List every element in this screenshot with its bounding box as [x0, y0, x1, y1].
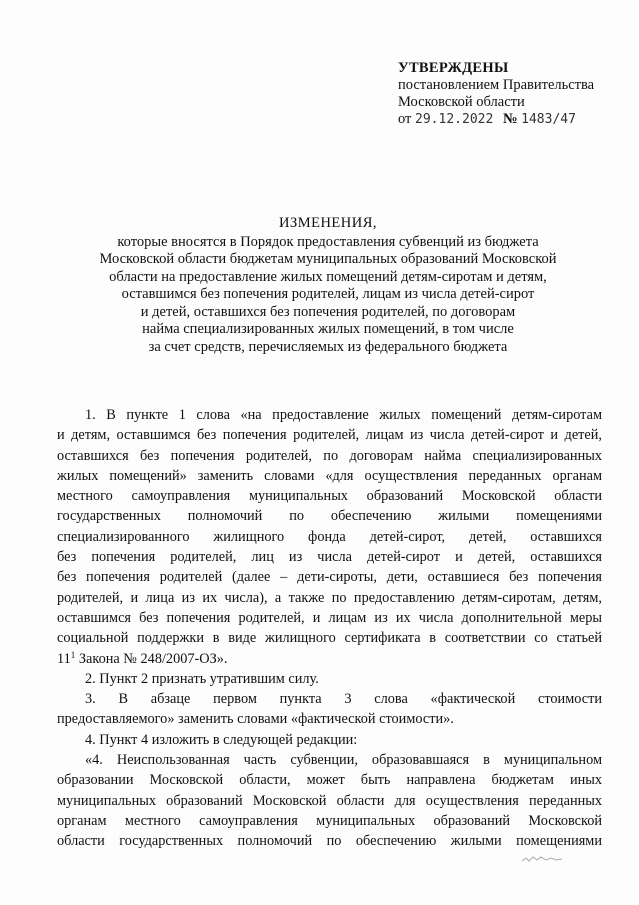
paragraph-line: родителей, и лица из их числа), а также по предоставлению детям-сиротам, детям,: [57, 589, 602, 606]
approval-line-1: постановлением Правительства: [398, 77, 595, 93]
paragraph-line: области государственных полномочий по обеспечению жилыми помещениями: [57, 833, 602, 850]
title-line: и детей, оставшихся без попечения родителей, по договорам: [140, 303, 516, 320]
paragraph-line: оставшимся без попечения родителей, и лицам из их числа дополнительной меры: [57, 609, 602, 626]
article-number: 11: [57, 650, 71, 667]
paragraph-line: оставшихся без попечения родителей, по договорам найма специализированных: [57, 447, 602, 464]
approval-number: 1483/47: [521, 112, 576, 127]
law-reference: Закона № 248/2007-ОЗ».: [75, 650, 228, 667]
approval-heading: УТВЕРЖДЕНЫ: [398, 60, 509, 76]
approval-date-line: [398, 111, 628, 128]
approval-block: [398, 60, 628, 128]
scan-mark: [520, 852, 570, 866]
paragraph-line: 1. В пункте 1 слова «на предоставление жилых помещений детям-сиротам: [85, 407, 602, 423]
paragraph-line: муниципальных образований Московской области для осуществления переданных: [57, 792, 602, 809]
paragraph-line: предоставляемого» заменить словами «фактической стоимости».: [57, 711, 454, 728]
paragraph-line: «4. Неиспользованная часть субвенции, образовавшаяся в муниципальном: [85, 752, 602, 769]
document-title: ИЗМЕНЕНИЯ,: [278, 215, 378, 231]
paragraph-line: и детям, оставшимся без попечения родителей, лицам из числа детей-сирот и детей,: [57, 427, 602, 444]
paragraph-line: местного самоуправления муниципальных образований Московской области: [57, 488, 602, 505]
document-title-block: [60, 215, 596, 356]
title-line: которые вносятся в Порядок предоставления субвенций из бюджета: [117, 233, 539, 250]
title-line: найма специализированных жилых помещений, в том числе: [142, 321, 514, 337]
paragraph-line: государственных полномочий по обеспечению жилыми помещениями: [57, 508, 602, 525]
title-line: оставшимся без попечения родителей, лицам из числа детей-сирот: [121, 286, 535, 302]
paragraph-line: специализированного жилищного фонда детей-сирот, детей, оставшихся: [57, 528, 602, 545]
approval-line-2: Московской области: [398, 94, 525, 110]
number-sign: №: [502, 111, 518, 127]
paragraph-line: социальной поддержки в виде жилищного сертификата в соответствии со статьей: [57, 630, 602, 647]
paragraph-line: без попечения родителей, лиц из числа детей-сирот и детей, оставшихся: [57, 549, 602, 566]
approval-date: 29.12.2022: [415, 112, 494, 127]
paragraph-line: 3. В абзаце первом пункта 3 слова «фактической стоимости: [85, 691, 602, 708]
title-line: Московской области бюджетам муниципальных образований Московской: [99, 251, 557, 267]
paragraph-line: без попечения родителей (далее – дети-сироты, дети, оставшиеся без попечения: [57, 569, 602, 586]
paragraph-last-line: [57, 649, 602, 669]
title-line: области на предоставление жилых помещений детям-сиротам и детям,: [109, 268, 547, 285]
paragraph-line: образовании Московской области, может быть направлена бюджетам иных: [57, 772, 602, 789]
document-body: [57, 405, 602, 852]
article-superscript: 1: [70, 649, 76, 660]
paragraph-line: органам местного самоуправления муниципальных образований Московской: [57, 812, 602, 829]
date-prefix: от: [398, 111, 412, 127]
paragraph-line: жилых помещений» заменить словами «для осуществления переданных органам: [57, 467, 602, 484]
title-line: за счет средств, перечисляемых из федерального бюджета: [148, 338, 508, 355]
paragraph-line: 4. Пункт 4 изложить в следующей редакции:: [85, 731, 358, 748]
paragraph-line: 2. Пункт 2 признать утратившим силу.: [85, 670, 319, 687]
